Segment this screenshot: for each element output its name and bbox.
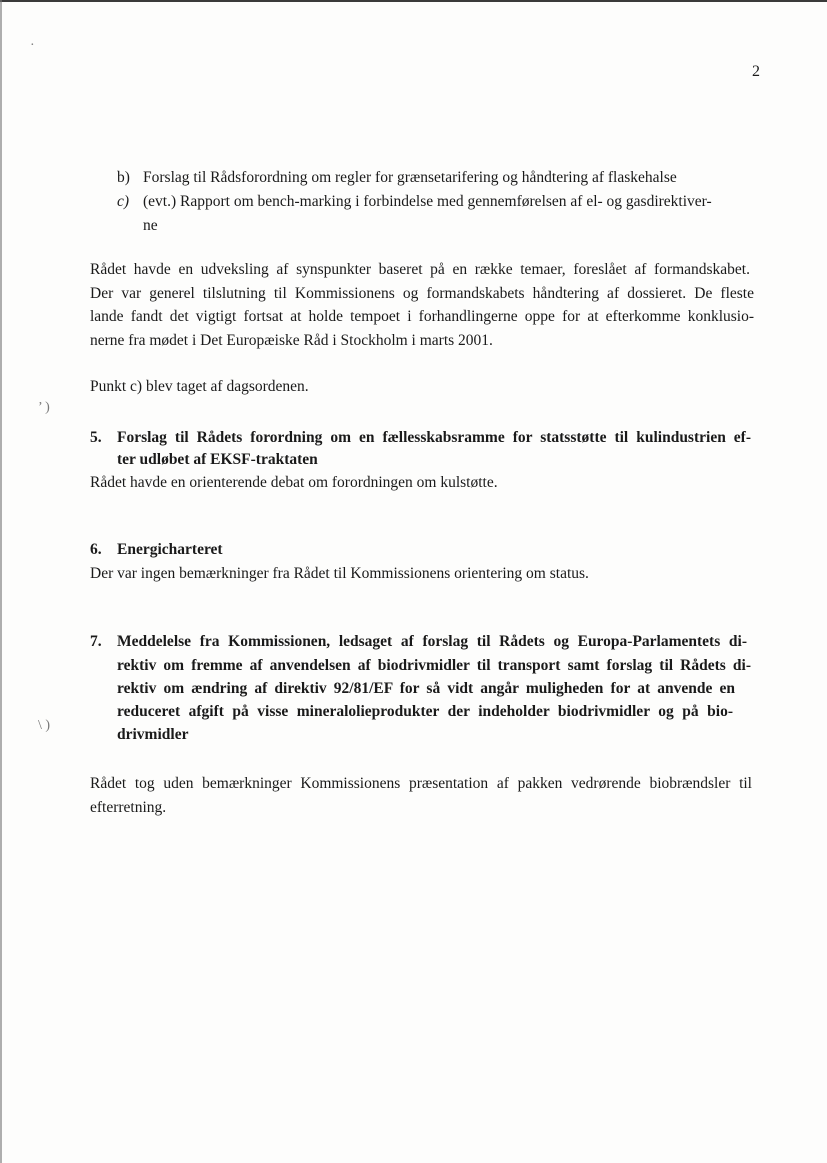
list-marker: b) bbox=[117, 169, 130, 186]
paragraph-line: nerne fra mødet i Det Europæiske Råd i Stockholm i marts 2001. bbox=[90, 332, 493, 349]
paragraph-line: Der var generel tilslutning til Kommissionens og formandskabets håndtering af dossieret. De fleste bbox=[90, 285, 754, 302]
section-7-heading-line: rektiv om ændring af direktiv 92/81/EF for så vidt angår muligheden for at anvende en bbox=[117, 680, 735, 697]
list-marker: c) bbox=[117, 193, 130, 210]
list-item-text: Forslag til Rådsforordning om regler for grænsetarifering og håndtering af flaskehalse bbox=[143, 169, 677, 186]
section-7-number: 7. bbox=[90, 633, 102, 650]
left-scan-edge bbox=[0, 0, 2, 1163]
section-7-heading-line: rektiv om fremme af anvendelsen af biodrivmidler til transport samt forslag til Rådets di- bbox=[117, 657, 751, 674]
section-7-heading-line: reduceret afgift på visse mineralolieprodukter der indeholder biodrivmidler og på bio- bbox=[117, 703, 733, 720]
section-5-heading-line: Forslag til Rådets forordning om en fællesskabsramme for statsstøtte til kulindustrien ef- bbox=[117, 429, 751, 446]
list-item-c bbox=[117, 191, 712, 213]
punch-hole-mark: · bbox=[30, 38, 35, 53]
section-7-body-line: efterretning. bbox=[90, 799, 167, 816]
top-scan-edge bbox=[0, 0, 827, 2]
section-5-heading-line: ter udløbet af EKSF-traktaten bbox=[117, 451, 318, 468]
list-item-text: (evt.) Rapport om bench-marking i forbindelse med gennemførelsen af el- og gasdirektiver- bbox=[143, 193, 712, 210]
paragraph: Punkt c) blev taget af dagsordenen. bbox=[90, 378, 309, 395]
paragraph-line: lande fandt det vigtigt fortsat at holde tempoet i forhandlingerne oppe for at efterkomme konklusio- bbox=[90, 308, 754, 325]
paragraph-line: Rådet havde en udveksling af synspunkter baseret på en række temaer, foreslået af formandskabet. bbox=[90, 261, 750, 278]
section-5-body: Rådet havde en orienterende debat om forordningen om kulstøtte. bbox=[90, 474, 498, 491]
section-6-body: Der var ingen bemærkninger fra Rådet til Kommissionens orientering om status. bbox=[90, 565, 589, 582]
punch-hole-mark: ’ ) bbox=[38, 400, 50, 415]
section-6-heading: Energicharteret bbox=[117, 541, 223, 558]
list-item-b bbox=[117, 167, 677, 189]
section-6-number: 6. bbox=[90, 541, 102, 558]
punch-hole-mark: \ ) bbox=[38, 718, 51, 733]
section-5-number: 5. bbox=[90, 429, 102, 446]
section-7-heading-line: drivmidler bbox=[117, 726, 189, 743]
list-item-c-continuation: ne bbox=[143, 217, 158, 234]
page-number: 2 bbox=[752, 63, 760, 80]
section-7-body-line: Rådet tog uden bemærkninger Kommissionens præsentation af pakken vedrørende biobrændsler til bbox=[90, 775, 752, 792]
section-7-heading-line: Meddelelse fra Kommissionen, ledsaget af forslag til Rådets og Europa-Parlamentets di- bbox=[117, 633, 747, 650]
